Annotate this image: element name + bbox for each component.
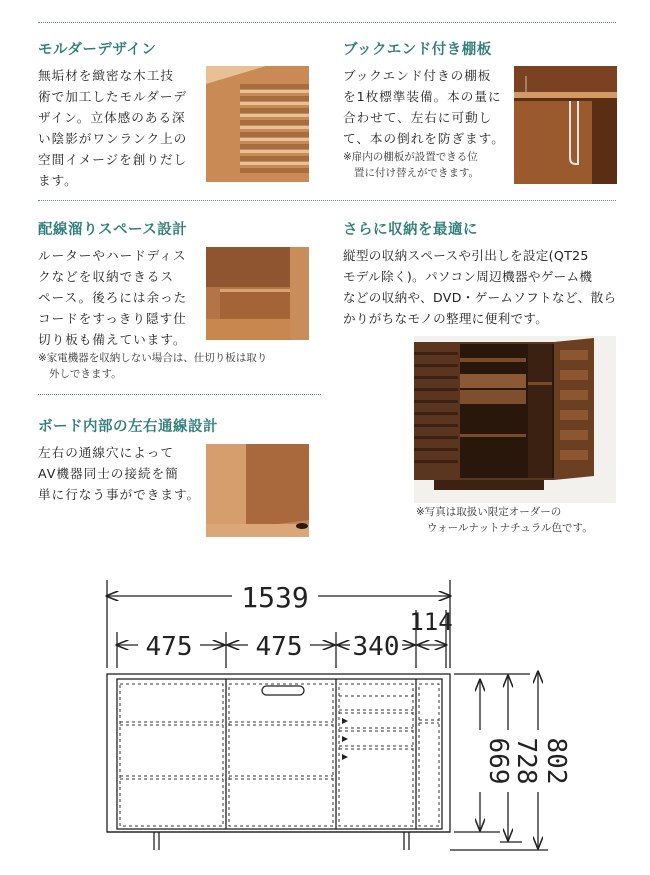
board-photo-art (206, 444, 309, 537)
section-body (343, 65, 523, 149)
body-line: 左右の通線穴によって (38, 445, 174, 460)
section-board-wiring (38, 415, 223, 505)
divider-left (38, 394, 321, 395)
section-wiring-space (38, 218, 268, 382)
body-line: ザイン。立体感のある深 (38, 110, 186, 125)
wiring-photo (206, 247, 309, 340)
body-line: 無垢材を緻密な木工技 (38, 68, 174, 83)
divider-top (38, 22, 616, 23)
section-title: モルダーデザイン (38, 42, 157, 58)
body-line: モデル除く)。パソコン周辺機器やゲーム機 (343, 269, 593, 284)
section-title: さらに収納を最適に (343, 222, 478, 238)
body-line: ブックエンド付きの棚板 (343, 68, 492, 83)
body-line: AV機器同士の接続を簡 (38, 466, 179, 481)
section-body (343, 245, 633, 329)
photo-caption (416, 504, 593, 536)
body-line: 単に行なう事ができます。 (38, 487, 201, 502)
section-body (38, 65, 213, 191)
note-line: 外しできます。 (49, 368, 122, 380)
section-note (343, 149, 523, 181)
segment-width-label: 475 (145, 632, 193, 662)
height-label: 669 (483, 737, 513, 785)
section-storage (343, 218, 633, 329)
body-line: 縦型の収納スペースや引出しを設定(QT25 (343, 248, 589, 263)
body-line: 合わせて、左右に可動し (343, 110, 493, 125)
note-line: 置に付け替えができます。 (354, 167, 480, 179)
body-line: かりがちなモノの整理に便利です。 (343, 311, 549, 326)
body-line: 切り板も備えています。 (38, 332, 187, 347)
body-line: 空間イメージを創りだし (38, 152, 188, 167)
body-line: コードをすっきり隠す仕 (38, 311, 187, 326)
walnut-cabinet-photo (414, 336, 616, 503)
section-title: ブックエンド付き棚板 (343, 42, 492, 58)
height-label: 728 (511, 737, 541, 785)
body-line: などの収納や、DVD・ゲームソフトなど、散ら (343, 290, 617, 305)
divider-middle (38, 200, 616, 201)
height-label: 802 (541, 737, 571, 785)
molder-photo-art (206, 66, 309, 182)
section-title: ボード内部の左右通線設計 (38, 419, 218, 435)
body-line: ペース。後ろには余った (38, 290, 188, 305)
walnut-cabinet-art (414, 336, 616, 503)
section-body (38, 442, 223, 505)
bookend-photo (514, 66, 617, 184)
body-line: 術で加工したモルダーデ (38, 89, 188, 104)
wiring-photo-art (206, 247, 309, 340)
bookend-photo-art (514, 66, 617, 184)
body-line: て、本の倒れを防ぎます。 (343, 131, 505, 146)
molder-photo (206, 66, 309, 182)
segment-width-label: 340 (352, 632, 400, 662)
caption-line: ※写真は取扱い限定オーダーの (416, 506, 562, 518)
segment-width-label: 475 (255, 632, 303, 662)
section-molder-design (38, 38, 213, 191)
dimension-diagram (0, 560, 650, 875)
section-note (38, 350, 268, 382)
body-line: ルーターやハードディス (38, 248, 187, 263)
board-photo (206, 444, 309, 537)
total-width-label: 1539 (241, 581, 309, 614)
caption-line: ウォールナットナチュラル色です。 (427, 522, 593, 534)
note-line: ※家電機器を収納しない場合は、仕切り板は取り (38, 352, 268, 364)
body-line: ます。 (38, 173, 78, 188)
note-line: ※扉内の棚板が設置できる位 (343, 151, 478, 163)
segment-width-label: 114 (409, 608, 453, 636)
section-title: 配線溜りスペース設計 (38, 222, 188, 238)
section-body (38, 245, 213, 350)
body-line: い陰影がワンランク上の (38, 131, 188, 146)
body-line: クなどを収納できるス (38, 269, 174, 284)
body-line: を1枚標準装備。本の量に (343, 89, 502, 104)
section-bookend-shelf (343, 38, 523, 181)
